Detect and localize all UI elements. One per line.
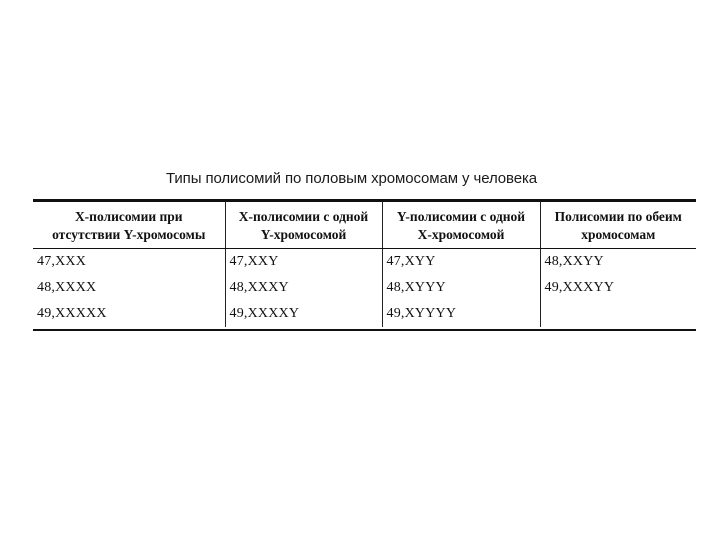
table-cell (540, 301, 696, 327)
table-row (33, 249, 696, 276)
header-line: Х-хромосомой (417, 227, 505, 242)
table-row (33, 301, 696, 327)
header-line: Х-полисомии при (74, 209, 183, 224)
header-line: хромосомам (581, 227, 656, 242)
table-cell: 49,XXXXX (37, 306, 107, 321)
table-cell: 48,XYYY (382, 275, 540, 301)
header-line: Х-полисомии с одной (238, 209, 369, 224)
header-line: Полисомии по обеим (554, 209, 682, 224)
polysomy-table-grid (33, 202, 696, 327)
table-header-row (33, 202, 696, 249)
table-cell: 47,XXX (37, 254, 87, 269)
table-cell: 49,XXXXY (225, 301, 382, 327)
header-line: Y-полисомии с одной (396, 209, 526, 224)
polysomy-table (33, 199, 696, 331)
table-caption: Типы полисомий по половым хромосомам у человека (166, 170, 537, 187)
table-cell: 48,XXXY (225, 275, 382, 301)
table-cell: 48,XXXX (37, 280, 97, 295)
table-cell: 47,XYY (382, 249, 540, 276)
header-line: отсутствии Y-хромосомы (52, 227, 206, 242)
table-row (33, 275, 696, 301)
column-header-both-polysomy (540, 202, 696, 249)
table-cell: 49,XXXYY (540, 275, 696, 301)
table-cell: 48,XXYY (540, 249, 696, 276)
column-header-x-polysomy-no-y (33, 202, 225, 249)
table-cell: 47,XXY (225, 249, 382, 276)
column-header-y-polysomy-one-x (382, 202, 540, 249)
header-line: Y-хромосомой (260, 227, 347, 242)
table-cell: 49,XYYYY (382, 301, 540, 327)
column-header-x-polysomy-one-y (225, 202, 382, 249)
